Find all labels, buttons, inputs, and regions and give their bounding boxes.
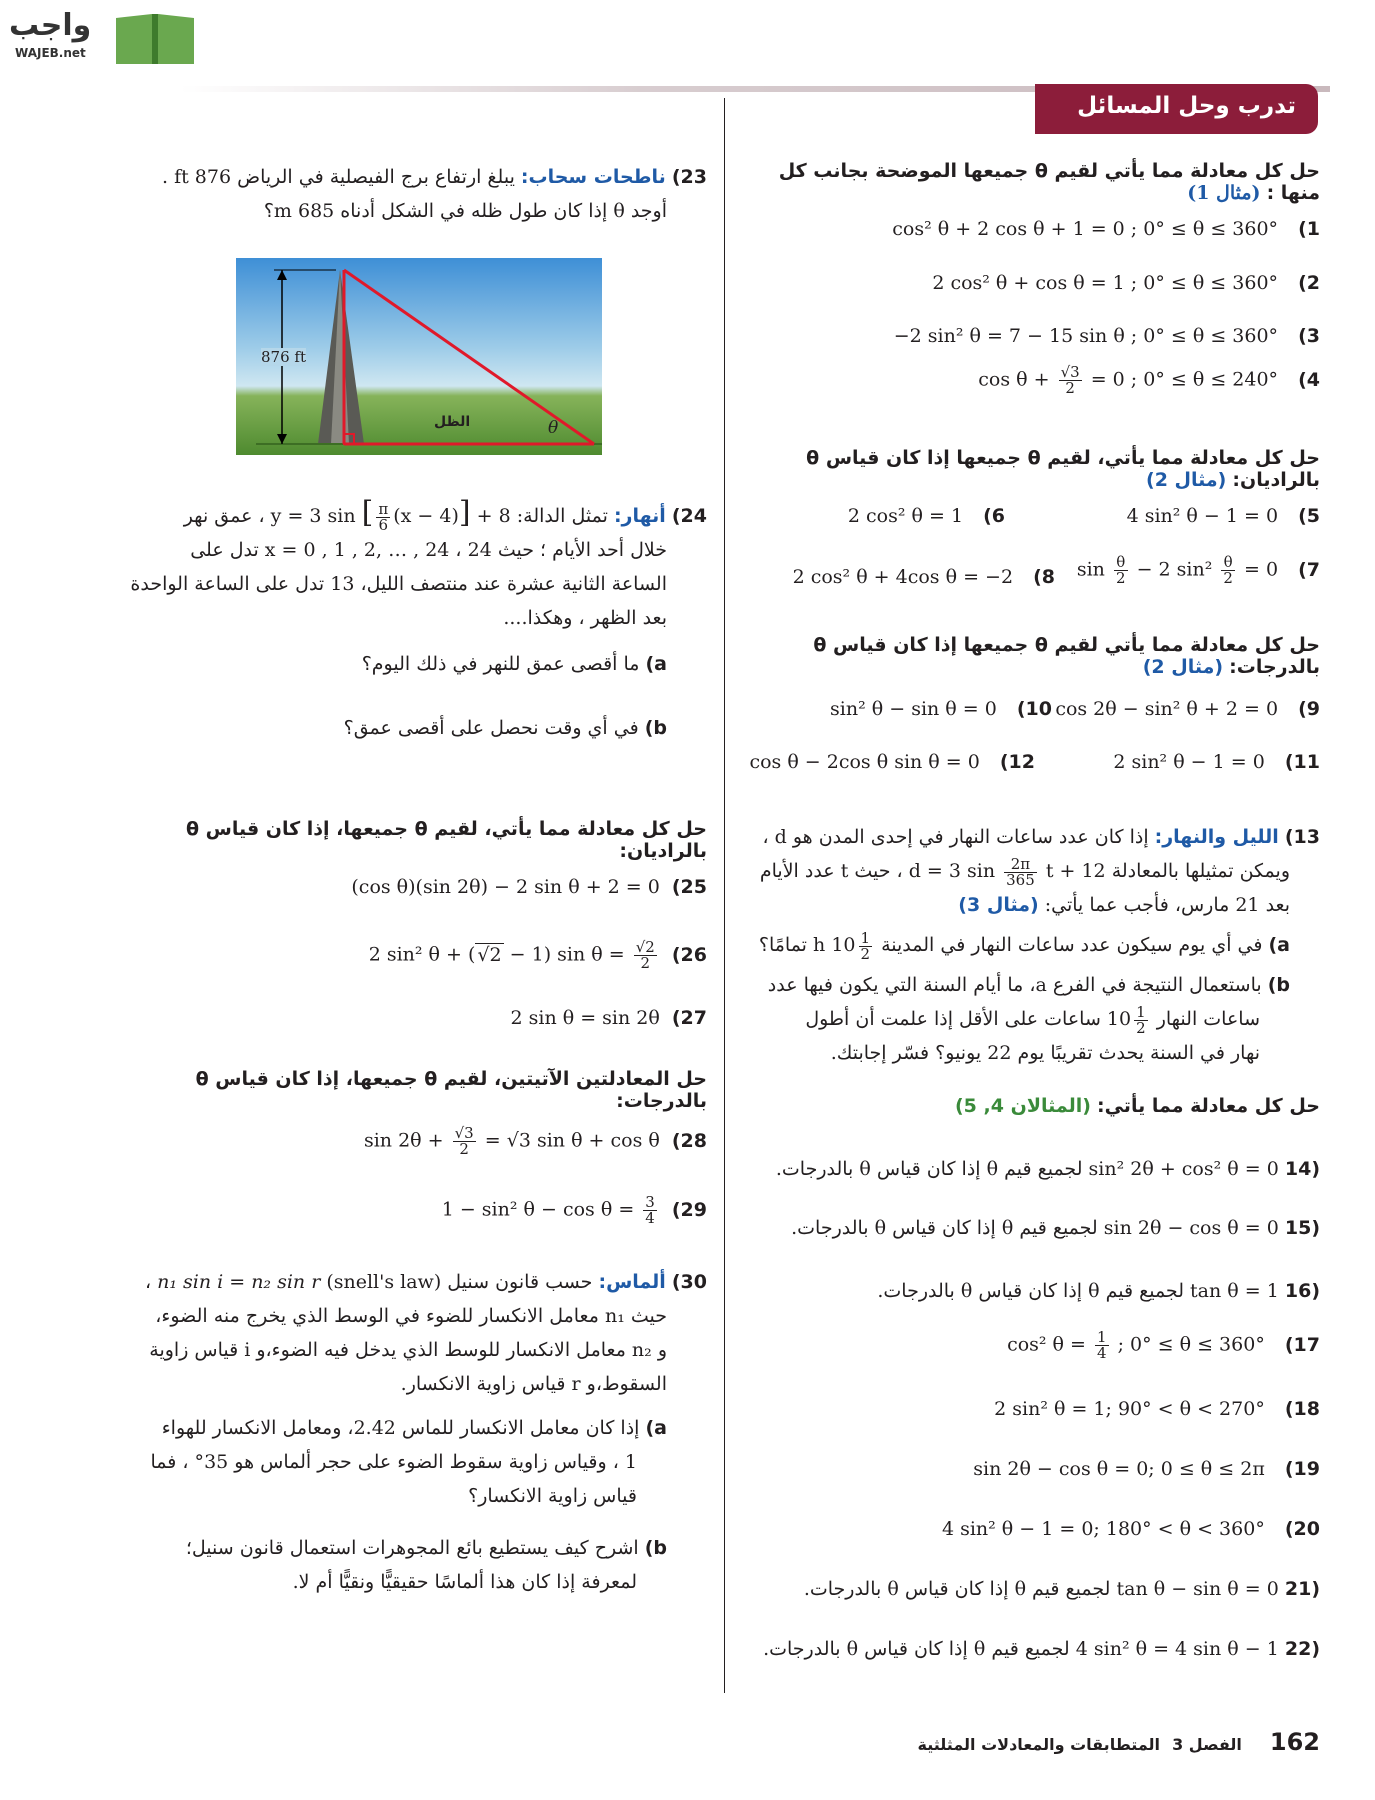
logo: [9, 8, 179, 64]
question-18: 2 sin² θ = 1; 90° < θ < 270° (18: [994, 1398, 1320, 1420]
instruction-3: حل كل معادلة مما يأتي لقيم θ جميعها إذا كان قياس θ بالدرجات: (مثال 2): [813, 634, 1320, 678]
question-2: 2 cos² θ + cos θ = 1 ; 0° ≤ θ ≤ 360° (2: [932, 272, 1320, 294]
instruction-5: حل كل معادلة مما يأتي، لقيم θ جميعها، إذا كان قياس θ بالراديان:: [185, 818, 707, 862]
logo-sub: WAJEB.net: [15, 46, 86, 60]
question-5: 4 sin² θ − 1 = 0 (5: [1126, 505, 1320, 527]
instruction-1: حل كل معادلة مما يأتي لقيم θ جميعها الموضحة بجانب كل منها : (مثال 1): [778, 160, 1320, 204]
instruction-2: حل كل معادلة مما يأتي، لقيم θ جميعها إذا كان قياس θ بالراديان: (مثال 2): [806, 447, 1320, 491]
question-15: (15 sin 2θ − cos θ = 0 لجميع قيم θ إذا كان قياس θ بالدرجات.: [791, 1217, 1320, 1239]
question-13: 13) الليل والنهار: إذا كان عدد ساعات النهار في إحدى المدن هو d ، ويمكن تمثيلها بالمعادلة d = 3 sin $\frac{2\pi}{365}$ t + 12 ، حيث t عدد الأيام بعد 21 مارس، فأجب عما يأتي: (مثال 3) a) في أي يوم سيكون عدد ساعات النهار في المدينة 10 $\frac{1}{2}$ h تمامًا؟ b) باستعمال النتيجة في الفرع a، ما أيام السنة التي يكون فيها عدد ساعات النهار 10 $\frac{1}{2}$ ساعات على الأقل إذا علمت أن أطول نهار في السنة يحدث تقريبًا يوم 22 يونيو؟ فسّر إجابتك.: [758, 826, 1320, 1064]
question-25: (cos θ)(sin 2θ) − 2 sin θ + 2 = 0 (25: [351, 876, 707, 898]
example-ref[interactable]: (مثال 3): [958, 894, 1039, 916]
question-10: sin² θ − sin θ = 0 (10: [830, 698, 1052, 720]
instruction-6: حل المعادلتين الآتيتين، لقيم θ جميعها، إذا كان قياس θ بالدرجات:: [195, 1068, 707, 1112]
question-19: sin 2θ − cos θ = 0; 0 ≤ θ ≤ 2π (19: [973, 1458, 1320, 1480]
question-17: cos² θ = $\frac{1}{4}$ ; 0° ≤ θ ≤ 360° (17: [1007, 1328, 1320, 1362]
question-20: 4 sin² θ − 1 = 0; 180° < θ < 360° (20: [941, 1518, 1320, 1540]
question-24: 24) أنهار: تمثل الدالة: y = 3 sin [ $\frac{\pi}{6}$ (x − 4)] + 8 ، عمق نهر خلال أحد الأيام ؛ حيث x = 0 , 1 , 2, … , 24 ، 24 تدل على الساعة الثانية عشرة عند منتصف الليل، 13 تدل على الساعة الواحدة بعد الظهر ، وهكذا.... a) ما أقصى عمق للنهر في ذلك اليوم؟ b) في أي وقت نحصل على أقصى عمق؟: [130, 495, 707, 739]
question-29: 1 − sin² θ − cos θ = $\frac{3}{4}$ (29: [441, 1193, 707, 1227]
column-divider: [724, 98, 725, 1693]
question-6: 2 cos² θ = 1 (6: [847, 505, 1005, 527]
question-16: (16 tan θ = 1 لجميع قيم θ إذا كان قياس θ بالدرجات.: [877, 1280, 1320, 1302]
question-23: 23) ناطحات سحاب: يبلغ ارتفاع برج الفيصلية في الرياض 876 ft . أوجد θ إذا كان طول ظله في الشكل أدناه 685 m؟: [161, 166, 707, 222]
example-ref[interactable]: (مثال 2): [1142, 656, 1224, 678]
question-11: 2 sin² θ − 1 = 0 (11: [1113, 751, 1320, 773]
example-ref[interactable]: (المثالان 4, 5): [954, 1095, 1091, 1117]
header-banner: [1035, 84, 1318, 134]
question-1: cos² θ + 2 cos θ + 1 = 0 ; 0° ≤ θ ≤ 360° (1: [892, 218, 1320, 240]
tower-figure: [236, 258, 602, 455]
instruction-4: حل كل معادلة مما يأتي: (المثالان 4, 5): [954, 1095, 1320, 1117]
question-30: 30) ألماس: حسب قانون سنيل (snell's law) n₁ sin i = n₂ sin r ، حيث n₁ معامل الانكسار للضوء في الوسط الذي يخرج منه الضوء، و n₂ معامل الانكسار للوسط الذي يدخل فيه الضوء،و i قياس زاوية السقوط،و r قياس زاوية الانكسار. a) إذا كان معامل الانكسار للماس 2.42، ومعامل الانكسار للهواء 1 ، وقياس زاوية سقوط الضوء على حجر ألماس هو 35° ، فما قياس زاوية الانكسار؟ b) اشرح كيف يستطيع بائع المجوهرات استعمال قانون سنيل؛ لمعرفة إذا كان هذا ألماسًا حقيقيًّا ونقيًّا أم لا.: [144, 1271, 707, 1593]
theta-label: θ: [548, 418, 559, 438]
page-number: 162: [1269, 1728, 1320, 1756]
question-27: 2 sin θ = sin 2θ (27: [510, 1007, 707, 1029]
question-8: 2 cos² θ + 4cos θ = −2 (8: [792, 566, 1055, 588]
chapter-label: الفصل 3: [1172, 1735, 1242, 1754]
question-9: cos 2θ − sin² θ + 2 = 0 (9: [1055, 698, 1320, 720]
example-ref[interactable]: (مثال 2): [1146, 469, 1227, 491]
question-14: (14 sin² 2θ + cos² θ = 0 لجميع قيم θ إذا كان قياس θ بالدرجات.: [775, 1158, 1320, 1180]
height-label: 876 ft: [261, 348, 306, 366]
logo-word: واجب: [9, 8, 92, 43]
question-12: cos θ − 2cos θ sin θ = 0 (12: [749, 751, 1035, 773]
question-3: −2 sin² θ = 7 − 15 sin θ ; 0° ≤ θ ≤ 360° (3: [893, 325, 1320, 347]
page-title: تدرب وحل المسائل: [1077, 93, 1296, 119]
shadow-label: الظل: [434, 414, 471, 430]
question-4: cos θ + $\frac{√3}{2}$ = 0 ; 0° ≤ θ ≤ 240° (4: [978, 363, 1320, 397]
question-26: 2 sin² θ + ( √2 − 1) sin θ = $\frac{√2}{2}$ (26: [368, 938, 707, 972]
example-ref[interactable]: (مثال 1): [1187, 182, 1261, 204]
footer: [917, 1728, 1320, 1756]
chapter-title: المتطابقات والمعادلات المثلثية: [917, 1735, 1161, 1754]
logo-book-icon: [114, 10, 196, 66]
question-22: (22 4 sin² θ = 4 sin θ − 1 لجميع قيم θ إذا كان قياس θ بالدرجات.: [763, 1638, 1320, 1660]
question-7: sin $\frac{\theta}{2}$ − 2 sin² $\frac{\theta}{2}$ = 0 (7: [1076, 553, 1320, 587]
question-28: sin 2θ + $\frac{√3}{2}$ = √3 sin θ + cos θ (28: [363, 1124, 707, 1158]
question-21: (21 tan θ − sin θ = 0 لجميع قيم θ إذا كان قياس θ بالدرجات.: [803, 1578, 1320, 1600]
